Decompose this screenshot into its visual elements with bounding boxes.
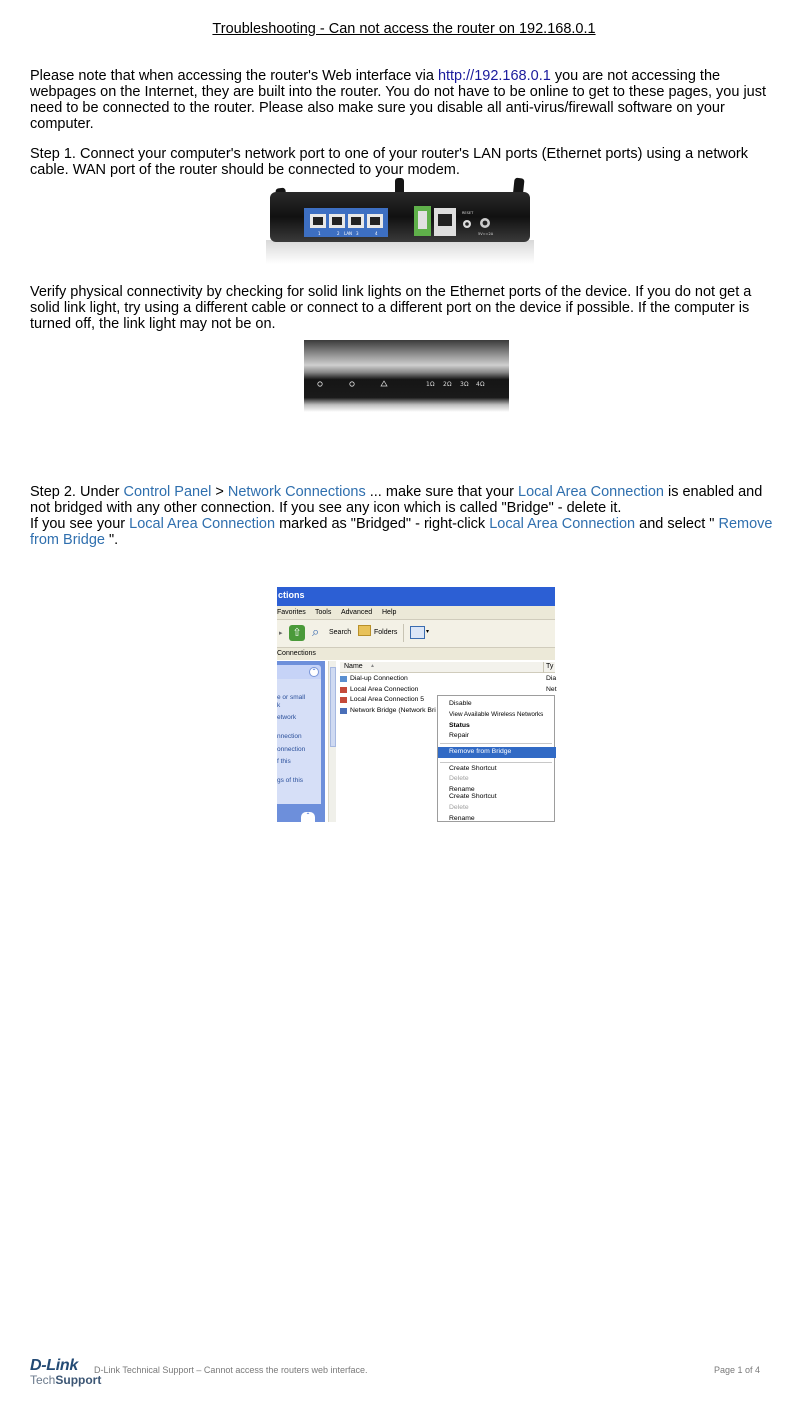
up-folder-icon[interactable]: ⇧ <box>289 625 305 641</box>
lan-label-4: 4 <box>375 231 378 236</box>
views-icon[interactable] <box>410 626 425 639</box>
led-label-1: 1 <box>426 381 430 388</box>
column-name[interactable]: Name <box>344 663 363 670</box>
file-type: Dia <box>546 675 557 682</box>
led-label-2: 2 <box>443 381 447 388</box>
intro-text-post: you are not accessing the webpages on the Internet, they are built into the router. You do not have to be online to get to these pages, you just need to be connected to the router. Please also make sure you disable all anti-virus/firewall software on your computer. <box>30 68 767 132</box>
control-panel-link[interactable]: Control Panel <box>123 484 212 500</box>
xp-task-pane <box>277 661 325 822</box>
verify-paragraph: Verify physical connectivity by checking for solid link lights on the Ethernet ports of the device. If you do not get a solid link light, try using a different cable or connect to a different port on the device if possible. If the computer is turned off, the link light may not be on. <box>30 284 752 332</box>
search-button[interactable]: Search <box>329 629 352 636</box>
step1-paragraph: Step 1. Connect your computer's network port to one of your router's LAN ports (Ethernet ports) using a network cable. WAN port of the router should be connected to your modem. <box>30 146 748 178</box>
expand-icon[interactable]: ⌃ <box>301 812 315 822</box>
step2-text: ". <box>104 532 119 548</box>
step2-text: is enabled and not bridged with any other connection. If you see any icon which is called "Bridge" - delete it. <box>30 484 763 516</box>
file-name: Local Area Connection 5 <box>350 696 425 703</box>
task-item[interactable]: k <box>277 702 281 709</box>
task-item[interactable]: nnection <box>277 733 302 740</box>
step2-text: ... make sure that your <box>365 484 519 500</box>
router-back-image <box>266 178 534 264</box>
local-area-connection-link[interactable]: Local Area Connection <box>129 516 276 532</box>
xp-window-title: ctions <box>278 590 305 600</box>
list-item[interactable] <box>340 685 555 696</box>
folders-icon[interactable] <box>358 625 371 636</box>
step2-text: marked as "Bridged" - right-click <box>275 516 490 532</box>
sort-arrow-icon: ▲ <box>370 663 375 669</box>
step2-text: If you see your <box>30 516 130 532</box>
router-ip-link[interactable]: http://192.168.0.1 <box>437 68 551 84</box>
column-divider <box>543 662 544 673</box>
xp-toolbar <box>277 620 555 648</box>
step2-separator: > <box>211 484 228 500</box>
menu-item-disable[interactable]: Disable <box>449 700 472 707</box>
menu-favorites[interactable]: Favorites <box>277 609 306 616</box>
local-area-connection-link[interactable]: Local Area Connection <box>518 484 664 500</box>
menu-item-create-shortcut[interactable]: Create Shortcut <box>449 765 497 772</box>
dlink-logo-text: D-Link <box>30 1357 78 1374</box>
lan-label-2: 2 <box>337 231 340 236</box>
task-item[interactable]: etwork <box>277 714 297 721</box>
step2-paragraph <box>30 484 782 548</box>
menu-item-view-wireless[interactable]: View Available Wireless Networks <box>449 711 544 718</box>
menu-separator <box>440 743 552 744</box>
menu-item-rename[interactable]: Rename <box>449 786 475 793</box>
lan-label-1: 1 <box>318 231 321 236</box>
task-item[interactable]: gs of this <box>277 777 304 784</box>
intro-text-pre: Please note that when accessing the router's Web interface via <box>30 68 438 84</box>
task-pane-body <box>277 679 321 804</box>
step2-text: Step 2. Under <box>30 484 124 500</box>
router-front-leds-image <box>304 340 509 412</box>
menu-tools[interactable]: Tools <box>315 609 332 616</box>
network-connection-icon <box>340 687 347 693</box>
network-connections-screenshot <box>277 587 555 822</box>
address-text: Connections <box>277 650 316 657</box>
file-name: Dial-up Connection <box>350 675 408 682</box>
task-item[interactable]: f this <box>277 758 291 765</box>
menu-item-status[interactable]: Status <box>449 722 470 729</box>
chevron-down-icon[interactable]: ▾ <box>426 629 430 635</box>
intro-paragraph <box>30 68 782 132</box>
collapse-icon[interactable]: ⌃ <box>309 667 319 677</box>
led-label-3: 3 <box>460 381 464 388</box>
page-title: Troubleshooting - Can not access the router on 192.168.0.1 <box>212 21 596 37</box>
task-item[interactable]: e or small <box>277 694 306 701</box>
page-number: Page 1 of 4 <box>714 1365 761 1375</box>
step2-text: and select " <box>635 516 719 532</box>
lan-label-3: 3 <box>356 231 359 236</box>
dlink-techsupport-logo <box>30 1358 101 1386</box>
file-name: Network Bridge (Network Bri <box>350 706 436 714</box>
menu-item-create-shortcut[interactable]: Create Shortcut <box>449 793 497 800</box>
led-label-4: 4 <box>476 381 480 388</box>
local-area-connection-link[interactable]: Local Area Connection <box>489 516 636 532</box>
menu-separator <box>440 762 552 763</box>
remove-from-bridge-link[interactable]: Remove from Bridge <box>30 516 773 548</box>
menu-help[interactable]: Help <box>382 609 397 616</box>
xp-title-bar <box>277 587 555 606</box>
xp-menu-bar <box>277 606 555 620</box>
context-menu <box>437 695 555 822</box>
svg-text:Ω: Ω <box>447 381 452 388</box>
dialup-icon <box>340 676 347 682</box>
list-item[interactable] <box>340 674 555 685</box>
menu-item-label: Remove from Bridge <box>449 748 512 755</box>
xp-address-bar <box>277 648 555 660</box>
menu-item-remove-from-bridge[interactable] <box>438 747 556 758</box>
bridge-icon <box>340 708 347 714</box>
search-icon[interactable]: ⌕ <box>312 624 320 639</box>
svg-text:Ω: Ω <box>464 381 469 388</box>
column-type[interactable]: Ty <box>546 663 554 670</box>
file-name: Local Area Connection <box>350 685 419 693</box>
reset-label: RESET <box>462 211 474 215</box>
scrollbar-thumb[interactable] <box>330 667 336 747</box>
task-pane-header <box>277 665 321 679</box>
menu-item-rename[interactable]: Rename <box>449 815 475 822</box>
logo-tech-text: Tech <box>30 1373 56 1387</box>
power-label: 5V==2A <box>478 232 494 236</box>
network-connection-icon <box>340 697 347 703</box>
file-type: Net <box>546 685 557 693</box>
menu-item-delete: Delete <box>449 804 469 811</box>
footer-text: D-Link Technical Support – Cannot access the routers web interface. <box>94 1365 368 1375</box>
menu-advanced[interactable]: Advanced <box>341 609 373 616</box>
svg-text:Ω: Ω <box>430 381 435 388</box>
network-connections-link[interactable]: Network Connections <box>227 484 366 500</box>
menu-item-delete: Delete <box>449 775 469 782</box>
svg-text:Ω: Ω <box>480 381 485 388</box>
toolbar-divider <box>403 624 404 642</box>
lan-label-lan: LAN <box>344 231 353 236</box>
menu-item-repair[interactable]: Repair <box>449 732 470 739</box>
list-header <box>340 662 555 673</box>
logo-support-text: Support <box>55 1373 102 1387</box>
folders-button[interactable]: Folders <box>374 629 398 636</box>
task-item[interactable]: onnection <box>277 746 306 753</box>
scrollbar[interactable] <box>328 661 336 822</box>
back-arrow-icon[interactable]: ▸ <box>279 630 283 637</box>
